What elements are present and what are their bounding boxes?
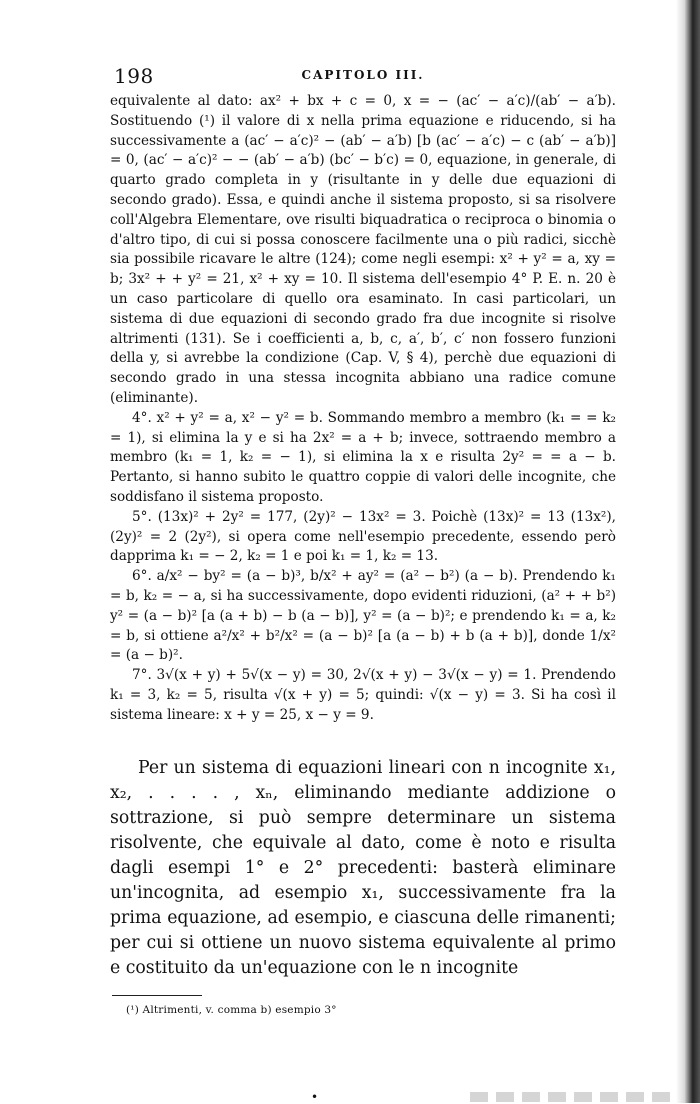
running-header (110, 62, 616, 88)
small-type-block (110, 92, 616, 726)
paragraph-elimination-general: equivalente al dato: ax² + bx + c = 0, x = − (ac′ − a′c)/(ab′ − a′b). Sostituendo (¹) il valore di x nella prima equazione e riducendo, si ha successivamente a (ac′ − a′c)² − (ab′ − a′b) [b (ac′ − a′c) − c (ab′ − a′b)] = 0, (ac′ − a′c)² − − (ab′ − a′b) (bc′ − b′c) = 0, equazione, in generale, di quarto grado completa in y (risultante in y delle due equazioni di secondo grado). Essa, e quindi anche il sistema proposto, si sa risolvere coll'Algebra Elementare, ove risulti biquadratica o reciproca o binomia o d'altro tipo, di cui si possa conoscere facilmente una o più radici, sicchè sia possibile ricavare le altre (124); come negli esempi: x² + y² = a, xy = b; 3x² + + y² = 21, x² + xy = 10. Il sistema dell'esempio 4° P. E. n. 20 è un caso particolare di quello ora esaminato. In casi particolari, un sistema di due equazioni di secondo grado fra due incognite si risolve altrimenti (131). Se i coefficienti a, b, c, a′, b′, c′ non fossero funzioni della y, si avrebbe la condizione (Cap. V, § 4), perchè due equazioni di secondo grado in una stessa incognita abbiano una radice comune (eliminante). (110, 93, 616, 406)
paragraph-example-6: 6°. a/x² − by² = (a − b)³, b/x² + ay² = (a² − b²) (a − b). Prendendo k₁ = b, k₂ = − a, si ha successivamente, dopo evidenti riduzioni, (a² + + b²) y² = (a − b)² [a (a + b) − b (a − b)], y² = (a − b)²; e prendendo k₁ = a, k₂ = b, si ottiene a²/x² + b²/x² = (a − b)² [a (a − b) + b (a + b)], donde 1/x² = (a − b)². (110, 568, 616, 664)
scan-edge-shadow (676, 0, 700, 1103)
paragraph-example-7: 7°. 3√(x + y) + 5√(x − y) = 30, 2√(x + y) − 3√(x − y) = 1. Prendendo k₁ = 3, k₂ = 5, risulta √(x + y) = 5; quindi: √(x − y) = 3. Si ha così il sistema lineare: x + y = 25, x − y = 9. (110, 667, 616, 723)
book-page (110, 62, 616, 1016)
chapter-title: CAPITOLO III. (301, 68, 425, 82)
bleed-through-text (470, 1092, 670, 1102)
page-bottom-mark: • (311, 1090, 319, 1104)
paragraph-example-5: 5°. (13x)² + 2y² = 177, (2y)² − 13x² = 3. Poichè (13x)² = 13 (13x²), (2y)² = 2 (2y²), si opera come nell'esempio precedente, essendo però dapprima k₁ = − 2, k₂ = 1 e poi k₁ = 1, k₂ = 13. (110, 508, 616, 565)
footnote-rule (112, 995, 202, 996)
main-text-block (110, 756, 616, 981)
paragraph-linear-systems: Per un sistema di equazioni lineari con n incognite x₁, x₂, . . . . , xₙ, eliminando mediante addizione o sottrazione, si può sempre determinare un sistema risolvente, che equivale al dato, come è noto e risulta dagli esempi 1° e 2° precedenti: basterà eliminare un'incognita, ad esempio x₁, successivamente fra la prima equazione, ad esempio, e ciascuna delle rimanenti; per cui si ottiene un nuovo sistema equivalente al primo e costituito da un'equazione con le n incognite (110, 757, 616, 978)
page-number: 198 (114, 64, 154, 88)
paragraph-example-4: 4°. x² + y² = a, x² − y² = b. Sommando membro a membro (k₁ = = k₂ = 1), si elimina la y e si ha 2x² = a + b; invece, sottraendo membro a membro (k₁ = 1, k₂ = − 1), si elimina la x e risulta 2y² = = a − b. Pertanto, si hanno subito le quattro coppie di valori delle incognite, che soddisfano il sistema proposto. (110, 409, 616, 505)
footnote: (¹) Altrimenti, v. comma b) esempio 3° (126, 1003, 337, 1016)
